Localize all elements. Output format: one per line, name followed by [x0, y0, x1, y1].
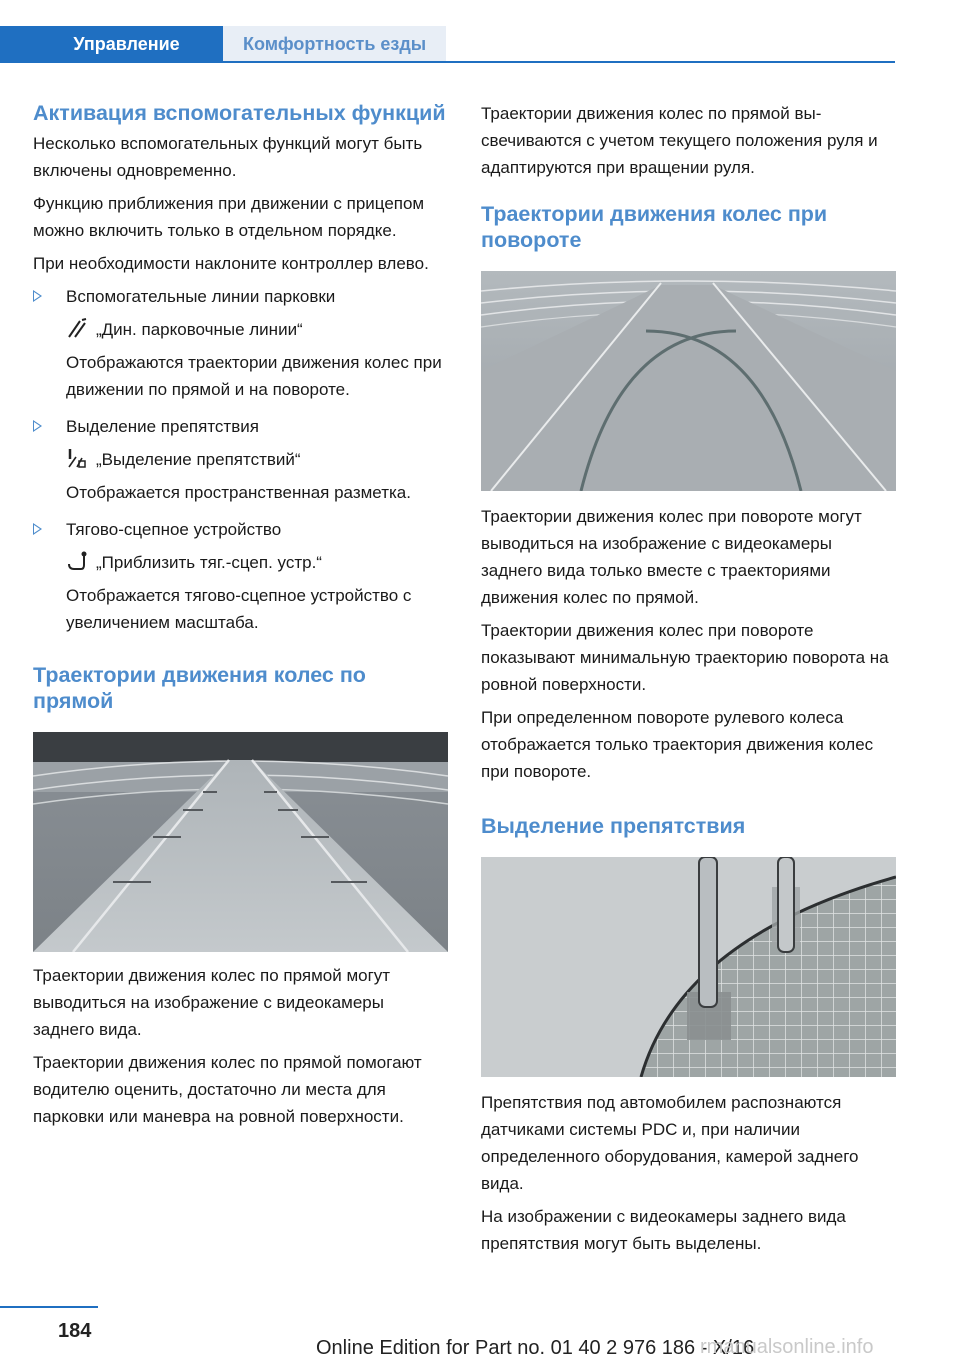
left-column — [33, 100, 448, 1130]
straight-trajectory-image — [33, 732, 448, 952]
paragraph: Траектории движения колес при повороте показывают минимальную траекторию поворота на ровной поверхности. — [481, 621, 889, 694]
heading-activate-functions: Активация вспомогательных функций — [33, 101, 446, 125]
heading-obstacle-marking: Выделение препятствия — [481, 814, 746, 838]
item-description: Отображается тягово-сцепное устройство с увеличением масштаба. — [66, 586, 412, 632]
item-description: Отображается пространственная разметка. — [66, 483, 411, 502]
paragraph: На изображении с видеокамеры заднего вида препятствия могут быть выделены. — [481, 1207, 846, 1253]
paragraph: Несколько вспомогательных функций могут быть включены одновременно. — [33, 134, 423, 180]
paragraph: При необходимости наклоните контроллер влево. — [33, 254, 429, 273]
heading-straight-trajectories: Траектории движения колес по прямой — [33, 663, 366, 713]
paragraph: При определенном повороте рулевого колеса отображается только траектория движения колес при повороте. — [481, 708, 874, 781]
header-tab-active: Управление — [0, 26, 223, 62]
triangle-bullet-icon — [33, 523, 42, 535]
obstacle-marking-icon — [66, 447, 88, 469]
parking-lines-icon — [66, 317, 88, 339]
header-rule — [0, 61, 895, 63]
paragraph: Препятствия под автомобилем распознаются датчиками системы PDC и, при наличии определенного оборудования, камерой заднего вида. — [481, 1093, 859, 1193]
triangle-bullet-icon — [33, 290, 42, 302]
item-title: Вспомогательные линии парковки — [66, 287, 336, 306]
paragraph: Траектории движения колес по прямой высвечиваются с учетом текущего положения руля и адаптируются при вращении руля. — [481, 104, 878, 177]
page-number: 184 — [58, 1320, 92, 1342]
header-tab-section: Комфортность езды — [223, 26, 446, 62]
footer-rule — [0, 1306, 98, 1308]
list-item — [33, 516, 448, 636]
menu-label: „Приблизить тяг.-сцеп. устр.“ — [96, 553, 322, 572]
item-title: Тягово-сцепное устройство — [66, 520, 282, 539]
paragraph: Функцию приближения при движении с прицепом можно включить только в отдельном порядке. — [33, 194, 425, 240]
paragraph: Траектории движения колес по прямой могут выводиться на изображение с видеокамеры заднего вида. — [33, 966, 391, 1039]
paragraph: Траектории движения колес по прямой помогают водителю оценить, достаточно ли места для парковки или маневра на ровной поверхности. — [33, 1053, 422, 1126]
obstacle-marking-image — [481, 857, 896, 1077]
edition-text: Online Edition for Part no. 01 40 2 976 186 - X/16 — [316, 1337, 755, 1359]
paragraph: Траектории движения колес при повороте могут выводиться на изображение с видеокамеры заднего вида только вместе с траекториями движения колес по прямой. — [481, 507, 862, 607]
list-item — [33, 283, 448, 403]
list-item — [33, 413, 448, 506]
trailer-hitch-icon — [66, 550, 88, 572]
right-column — [481, 100, 896, 1257]
function-list — [33, 283, 448, 636]
watermark: rmanualsonline.info — [700, 1336, 874, 1358]
heading-turning-trajectories: Траектории движения колес при повороте — [481, 202, 828, 252]
menu-label: „Дин. парковочные линии“ — [96, 320, 303, 339]
item-description: Отображаются траектории движения колес при движении по прямой и на повороте. — [66, 353, 442, 399]
item-title: Выделение препятствия — [66, 417, 259, 436]
turning-trajectory-image — [481, 271, 896, 491]
triangle-bullet-icon — [33, 420, 42, 432]
menu-label: „Выделение препятствий“ — [96, 450, 301, 469]
